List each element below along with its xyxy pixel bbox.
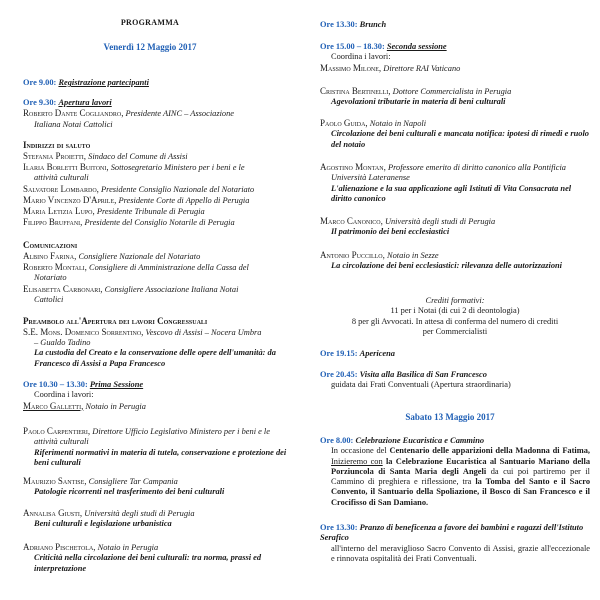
talk-item	[320, 216, 590, 238]
talk-title: Agevolazioni tributarie in materia di beni culturali	[331, 97, 506, 107]
opening-speaker-role: Presidente AINC – Associazione	[125, 109, 235, 119]
talk-speaker: Paolo Guida,	[320, 118, 368, 128]
greet-name: Maria Letizia Lupo,	[23, 206, 95, 217]
talk-item	[320, 162, 590, 204]
comm-name: Roberto Montali,	[23, 262, 87, 273]
celebration-text	[320, 446, 590, 508]
credits-line: per Commercialisti	[422, 326, 488, 336]
right-column	[300, 0, 600, 600]
preamble-role2: – Gualdo Tadino	[34, 338, 91, 348]
talk-role: Notaio in Sezze	[386, 251, 439, 260]
cel-text-e: da cui poi partiremo per il Cammino di preghiera e riflessione, tra	[331, 466, 590, 486]
talk-title: La circolazione dei beni ecclesiastici: rilevanza delle autorizzazioni	[331, 261, 562, 271]
communications-block	[23, 240, 293, 305]
session1-time: Ore 10.30 – 13.30:	[23, 380, 88, 389]
cel-text-c: Inizieremo con	[331, 456, 383, 466]
talk-speaker: Annalisa Giusti,	[23, 508, 83, 518]
talk-speaker: Antonio Puccillo,	[320, 250, 385, 260]
talk-speaker: Marco Canonico,	[320, 216, 383, 226]
preamble-block	[23, 316, 293, 369]
talk-title: Circolazione dei beni culturali e mancata notifica: ipotesi di rimedi e ruolo del notaio	[331, 129, 589, 149]
lunch-text: all'interno del meraviglioso Sacro Convento di Assisi, grazie all'eccezionale e rinnovata ospitalità dei Frati Conventuali.	[331, 543, 590, 563]
greet-role: Presidente del Consiglio Notarile di Perugia	[84, 218, 235, 228]
talk-title: Riferimenti normativi in materia di tutela, conservazione e protezione dei beni culturali	[34, 447, 287, 467]
talk-role: Notaio in Napoli	[369, 119, 427, 128]
brunch-item	[320, 20, 590, 30]
session1-header	[23, 380, 293, 412]
cel-text-a: In occasione del	[331, 446, 387, 456]
apericena-title: Apericena	[359, 349, 395, 358]
registration-title: Registrazione partecipanti	[58, 78, 149, 87]
talk-item	[320, 250, 590, 272]
session1-title: Prima Sessione	[89, 380, 144, 389]
talk-speaker: Maurizio Santise,	[23, 476, 87, 486]
opening-time: Ore 9.30:	[23, 98, 57, 107]
talk-role: Direttore Ufficio Legislativo Ministero per i beni e le	[92, 427, 270, 436]
session2-title: Seconda sessione	[386, 42, 447, 51]
cel-text-b: Centenario delle apparizioni della Madonna di Fatima,	[389, 446, 590, 456]
talk-title: Il patrimonio dei beni ecclesiastici	[331, 227, 450, 237]
credits-line: 11 per i Notai (di cui 2 di deontologia)	[390, 306, 520, 316]
greet-name: Mario Vincenzo D'Aprile,	[23, 194, 117, 205]
celebration-time: Ore 8.00:	[320, 436, 354, 445]
greet-name: Filippo Bruffani,	[23, 217, 83, 228]
greet-role: Sindaco del Comune di Assisi	[88, 151, 188, 161]
cel-text-f: la Tomba del Santo e il Sacro Convento, il Santuario della Spoliazione,	[331, 477, 591, 497]
greet-name: Ilaria Borletti Buitoni,	[23, 162, 109, 173]
celebration-item	[320, 436, 590, 508]
celebration-title: Celebrazione Eucaristica e Cammino	[355, 436, 485, 445]
apericena-item	[320, 349, 590, 359]
talk-speaker: Agostino Montan,	[320, 162, 386, 172]
comm-role: Consigliere Associazione Italiana Notai	[104, 284, 239, 294]
talk-title: L'alienazione e la sua applicazione agli Istituti di Vita Consacrata nel diritto canonico	[331, 183, 572, 203]
opening-item	[23, 98, 293, 130]
greetings-header: Indirizzi di saluto	[23, 140, 91, 150]
lunch-title: Pranzo di beneficenza a favore dei bambini e ragazzi dell'Istituto Serafico	[320, 523, 584, 543]
session2-header	[320, 42, 590, 74]
talk-role: Professore emerito di diritto canonico alla Pontificia	[387, 163, 566, 172]
greet-role: Presidente Consiglio Nazionale del Notariato	[101, 184, 255, 194]
talk-role: Dottore Commercialista in Perugia	[392, 87, 512, 96]
talk-item	[23, 542, 293, 574]
visit-time: Ore 20.45:	[320, 370, 358, 379]
session2-coord-role: Direttore RAI Vaticano	[383, 63, 461, 73]
communications-header: Comunicazioni	[23, 240, 78, 250]
comm-role: Consigliere di Amministrazione della Cassa del	[88, 263, 249, 273]
greet-role: Presidente Tribunale di Perugia	[96, 207, 205, 217]
greet-role: Presidente Corte di Appello di Perugia	[118, 195, 250, 205]
talk-item	[23, 426, 293, 468]
brunch-title: Brunch	[359, 20, 387, 29]
talk-item	[320, 118, 590, 150]
talk-item	[23, 476, 293, 498]
talk-title: Beni culturali e legislazione urbanistica	[34, 519, 172, 529]
opening-title: Apertura lavori	[58, 98, 112, 107]
registration-time: Ore 9.00:	[23, 78, 57, 87]
talk-title: Patologie ricorrenti nel trasferimento dei beni culturali	[34, 487, 225, 497]
registration-item	[23, 78, 293, 88]
cel-text-g: il Bosco di San Francesco e il Crocifisso di San Damiano.	[331, 487, 590, 507]
talk-item	[23, 508, 293, 530]
date-friday: Venerdì 12 Maggio 2017	[103, 42, 197, 52]
session1-coord-label: Coordina i lavori:	[34, 390, 94, 400]
session1-coord-role: Notaio in Perugia	[85, 401, 146, 411]
apericena-time: Ore 19.15:	[320, 349, 358, 358]
comm-role2: Cattolici	[34, 294, 64, 304]
lunch-time: Ore 13.30:	[320, 523, 358, 532]
talk-speaker: Cristina Bertinelli,	[320, 86, 391, 96]
talk-role: Università degli studi di Perugia	[384, 217, 496, 226]
session2-time: Ore 15.00 – 18.30:	[320, 42, 385, 51]
comm-name: Albino Farina,	[23, 250, 77, 261]
credits-block	[320, 296, 590, 337]
credits-title: Crediti formativi:	[425, 296, 485, 305]
preamble-header: Preambolo all'Apertura dei lavori Congressuali	[23, 316, 208, 326]
visit-item	[320, 370, 590, 391]
preamble-talk: La custodia del Creato e la conservazione delle opere dell'umanità: da Francesco di Assisi a Papa Francesco	[34, 348, 276, 368]
talk-speaker: Adriano Pischetola,	[23, 542, 96, 552]
talk-item	[320, 86, 590, 108]
greet-name: Salvatore Lombardo,	[23, 183, 99, 194]
visit-title: Visita alla Basilica di San Francesco	[359, 370, 487, 379]
date-saturday: Sabato 13 Maggio 2017	[405, 412, 495, 422]
comm-name: Elisabetta Carbonari,	[23, 283, 103, 294]
talk-speaker: Paolo Carpentieri,	[23, 426, 91, 436]
cel-text-d: la Celebrazione Eucaristica al Santuario Mariano della Porziuncola di Santa Maria degli Angeli	[331, 456, 591, 476]
preamble-role: Vescovo di Assisi – Nocera Umbra	[145, 327, 262, 337]
greet-role: Sottosegretario Ministero per i beni e le	[110, 163, 245, 173]
greet-name: Stefania Proietti,	[23, 150, 87, 161]
lunch-item	[320, 523, 590, 564]
talk-title: Criticità nella circolazione dei beni culturali: tra norma, prassi ed interpretazione	[34, 553, 262, 573]
visit-subtitle: guidata dai Frati Conventuali (Apertura straordinaria)	[331, 380, 511, 390]
opening-speaker-role2: Italiana Notai Cattolici	[34, 119, 113, 129]
talk-role2: Università Lateranense	[331, 173, 410, 183]
comm-role: Consigliere Nazionale del Notariato	[78, 251, 201, 261]
talk-role: Università degli studi di Perugia	[84, 509, 195, 518]
greetings-block	[23, 140, 293, 229]
comm-role2: Notariato	[34, 273, 67, 283]
preamble-name: S.E. Mons. Domenico Sorrentino,	[23, 326, 144, 337]
credits-line: 8 per gli Avvocati. In attesa di conferma del numero di crediti	[351, 316, 559, 326]
talk-role2: attività culturali	[34, 437, 89, 447]
program-header: PROGRAMMA	[120, 18, 180, 27]
talk-role: Consigliere Tar Campania	[88, 477, 178, 486]
session1-coord-name: Marco Galletti,	[23, 400, 84, 411]
opening-speaker-name: Roberto Dante Cogliandro,	[23, 108, 124, 119]
session2-coord-name: Massimo Milone,	[320, 62, 382, 73]
greet-role2: attività culturali	[34, 173, 89, 183]
session2-coord-label: Coordina i lavori:	[331, 52, 391, 62]
brunch-time: Ore 13.30:	[320, 20, 358, 29]
talk-role: Notaio in Perugia	[97, 543, 159, 552]
